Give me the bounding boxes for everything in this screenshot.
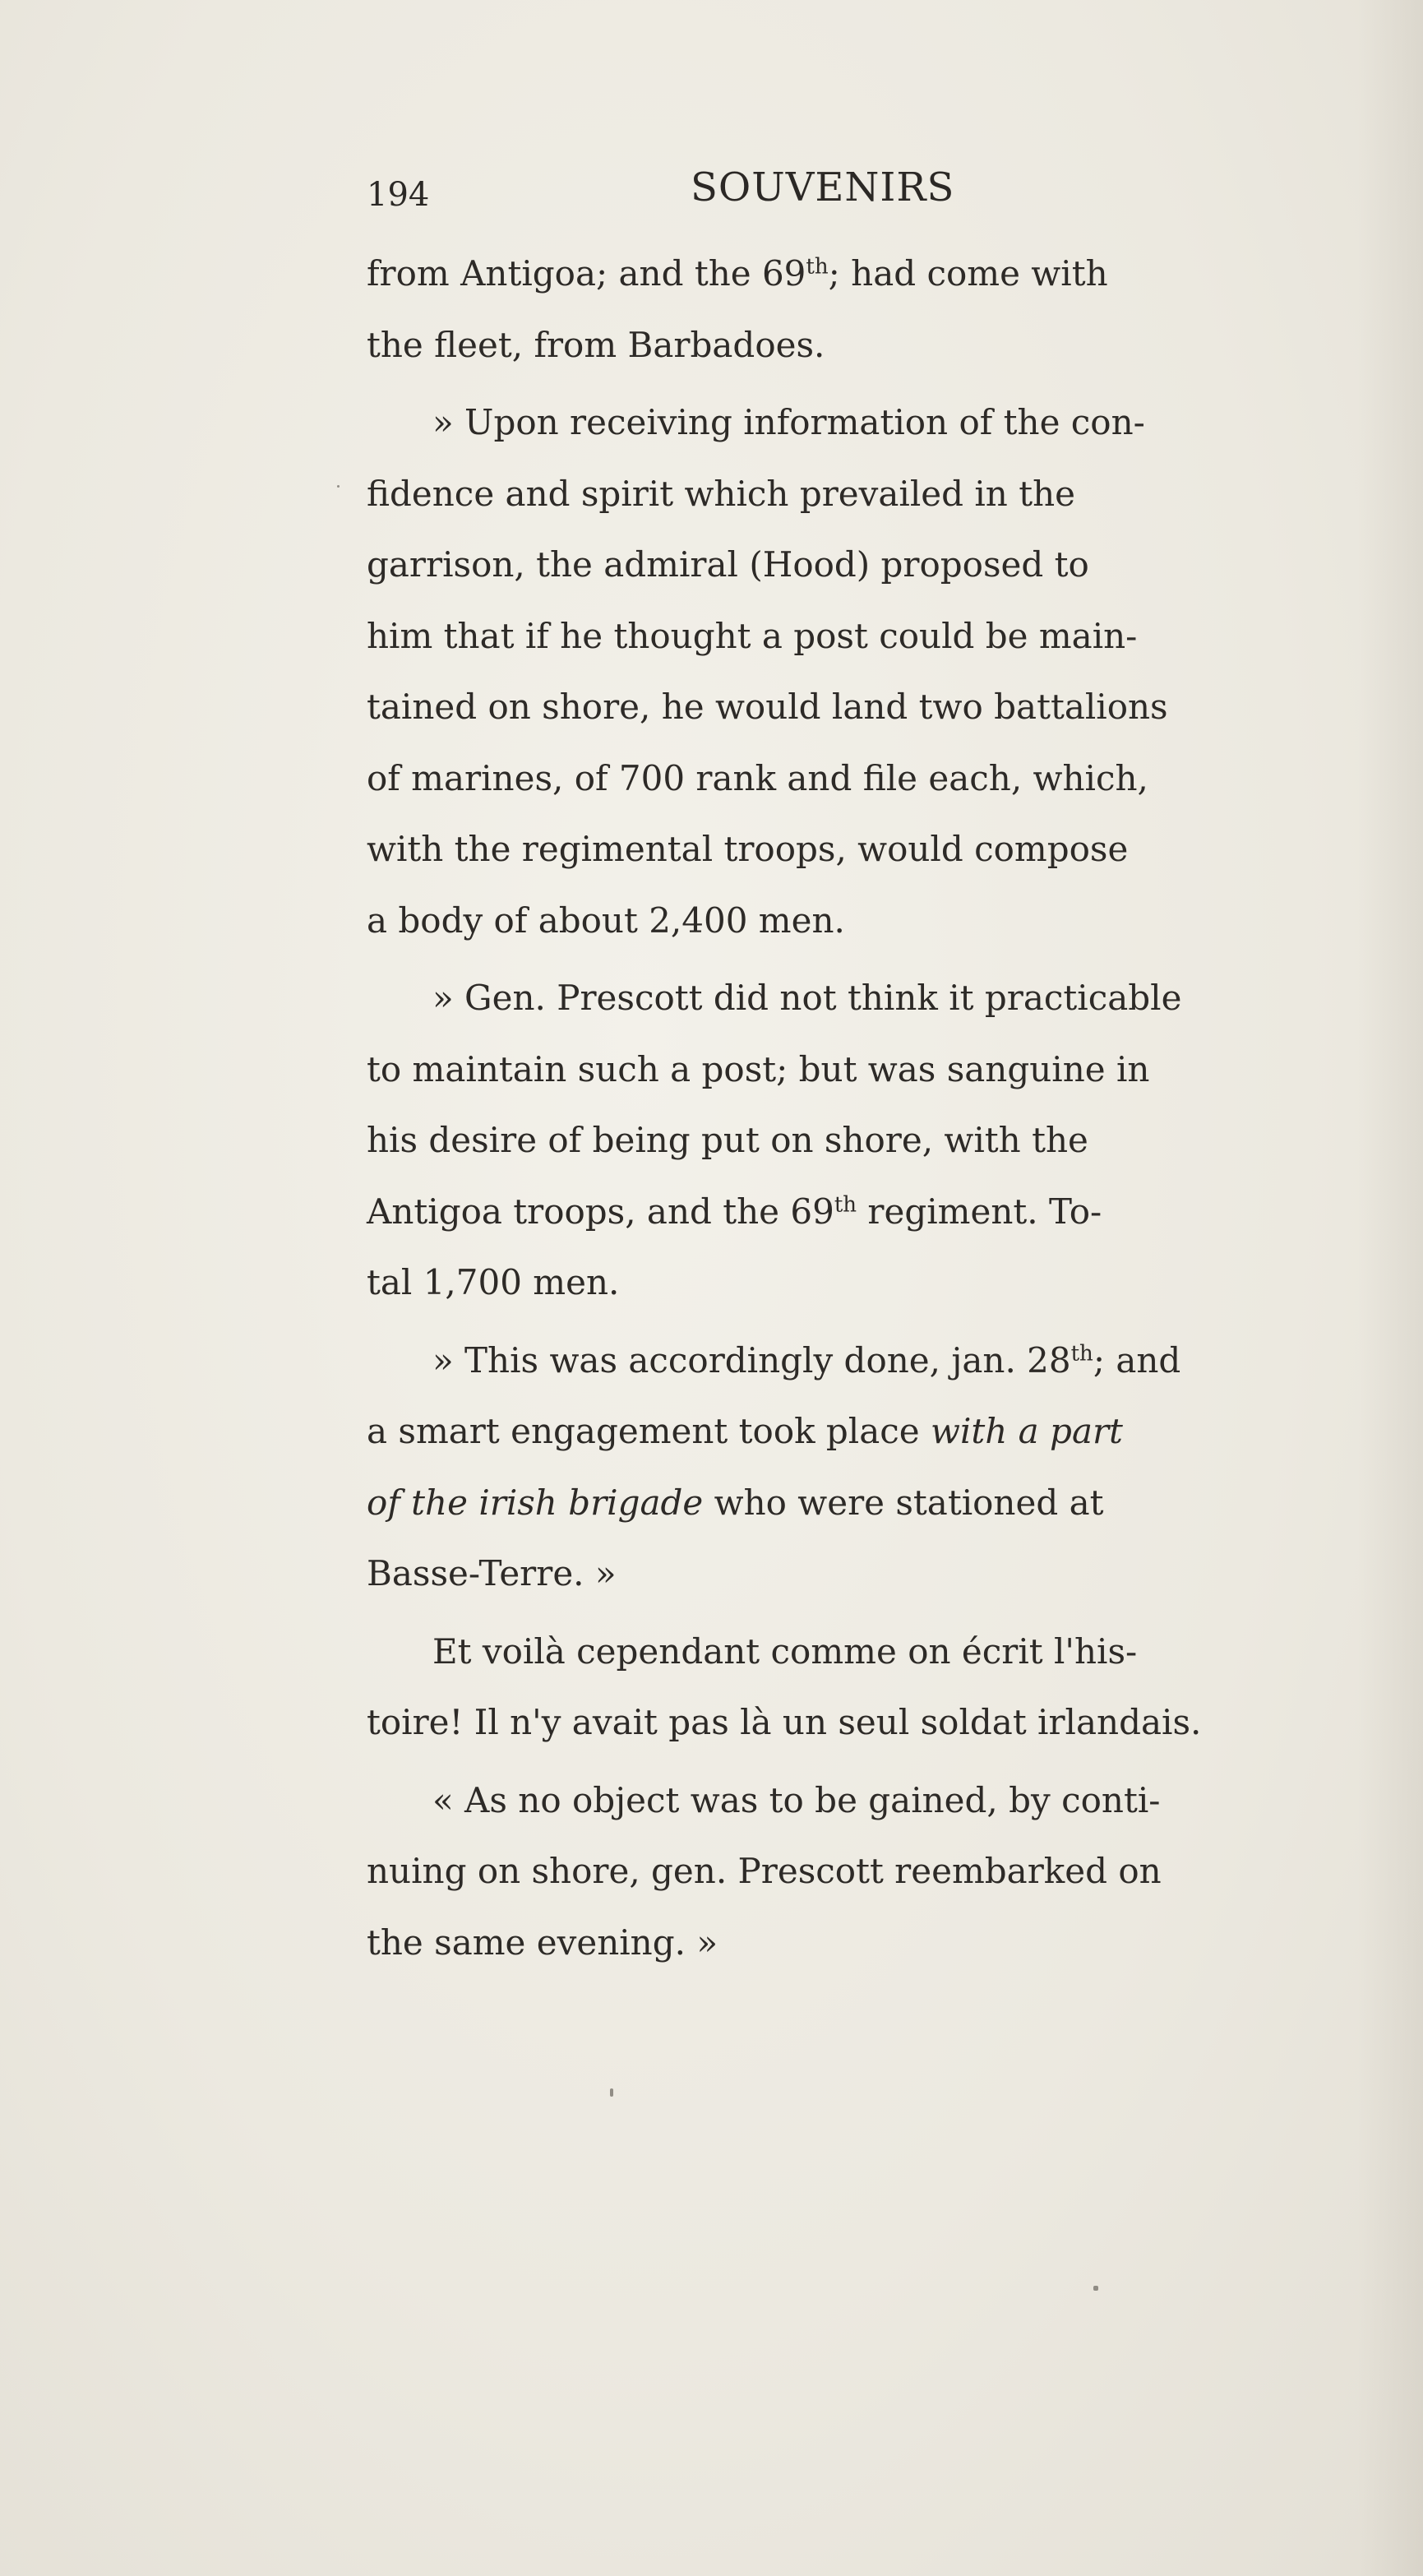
superscript: th bbox=[806, 254, 829, 280]
text-line: Basse-Terre. » bbox=[367, 1553, 617, 1593]
running-title: SOUVENIRS bbox=[691, 164, 955, 210]
paragraph-start-line: » Upon receiving information of the con- bbox=[432, 402, 1145, 442]
text-line: him that if he thought a post could be main- bbox=[367, 615, 1138, 656]
paragraph-start-line bbox=[367, 1325, 1337, 1397]
body-text bbox=[367, 238, 1337, 1978]
paragraph-start-line: Et voilà cependant comme on écrit l'his- bbox=[432, 1630, 1138, 1672]
paragraph-start-line: » Gen. Prescott did not think it practicable bbox=[432, 978, 1182, 1018]
text-line: tal 1,700 men. bbox=[367, 1262, 620, 1302]
text-segment: regiment. To- bbox=[857, 1191, 1102, 1232]
paper-speck bbox=[1093, 2286, 1098, 2291]
text-line: with the regimental troops, would compose bbox=[367, 829, 1129, 869]
paper-speck bbox=[337, 485, 340, 488]
paper-speck bbox=[610, 2088, 613, 2097]
superscript: th bbox=[834, 1192, 857, 1218]
text-segment: Antigoa troops, and the 69 bbox=[367, 1191, 834, 1232]
text-line bbox=[367, 238, 1337, 310]
page-edge-shadow bbox=[1357, 0, 1423, 2576]
text-line: tained on shore, he would land two battalions bbox=[367, 687, 1168, 727]
text-line: a body of about 2,400 men. bbox=[367, 900, 845, 941]
text-line: his desire of being put on shore, with the bbox=[367, 1120, 1088, 1160]
text-line bbox=[367, 1396, 1337, 1468]
page-number: 194 bbox=[367, 176, 430, 214]
italic-text: with a part bbox=[931, 1411, 1123, 1451]
page-header bbox=[367, 164, 1008, 222]
text-segment: ; and bbox=[1093, 1339, 1181, 1380]
italic-text: of the irish brigade bbox=[367, 1482, 704, 1523]
text-segment: from Antigoa; and the 69 bbox=[367, 253, 806, 294]
text-line: nuing on shore, gen. Prescott reembarked on bbox=[367, 1851, 1162, 1891]
text-line bbox=[367, 1177, 1337, 1248]
text-line: garrison, the admiral (Hood) proposed to bbox=[367, 544, 1089, 585]
text-segment: who were stationed at bbox=[703, 1482, 1104, 1523]
text-line: the fleet, from Barbadoes. bbox=[367, 324, 825, 365]
text-line: fidence and spirit which prevailed in the bbox=[367, 473, 1075, 514]
superscript: th bbox=[1070, 1341, 1093, 1367]
text-line: toire! Il n'y avait pas là un seul soldat irlandais. bbox=[367, 1702, 1202, 1742]
text-line bbox=[367, 1468, 1337, 1539]
text-segment: a smart engagement took place bbox=[367, 1411, 931, 1451]
text-line: of marines, of 700 rank and file each, which, bbox=[367, 757, 1148, 798]
text-line: to maintain such a post; but was sanguine in bbox=[367, 1048, 1150, 1089]
text-segment: ; had come with bbox=[828, 253, 1108, 294]
paragraph-start-line: « As no object was to be gained, by conti- bbox=[432, 1779, 1161, 1820]
text-segment: » This was accordingly done, jan. 28 bbox=[432, 1339, 1071, 1380]
text-line: the same evening. » bbox=[367, 1922, 718, 1963]
